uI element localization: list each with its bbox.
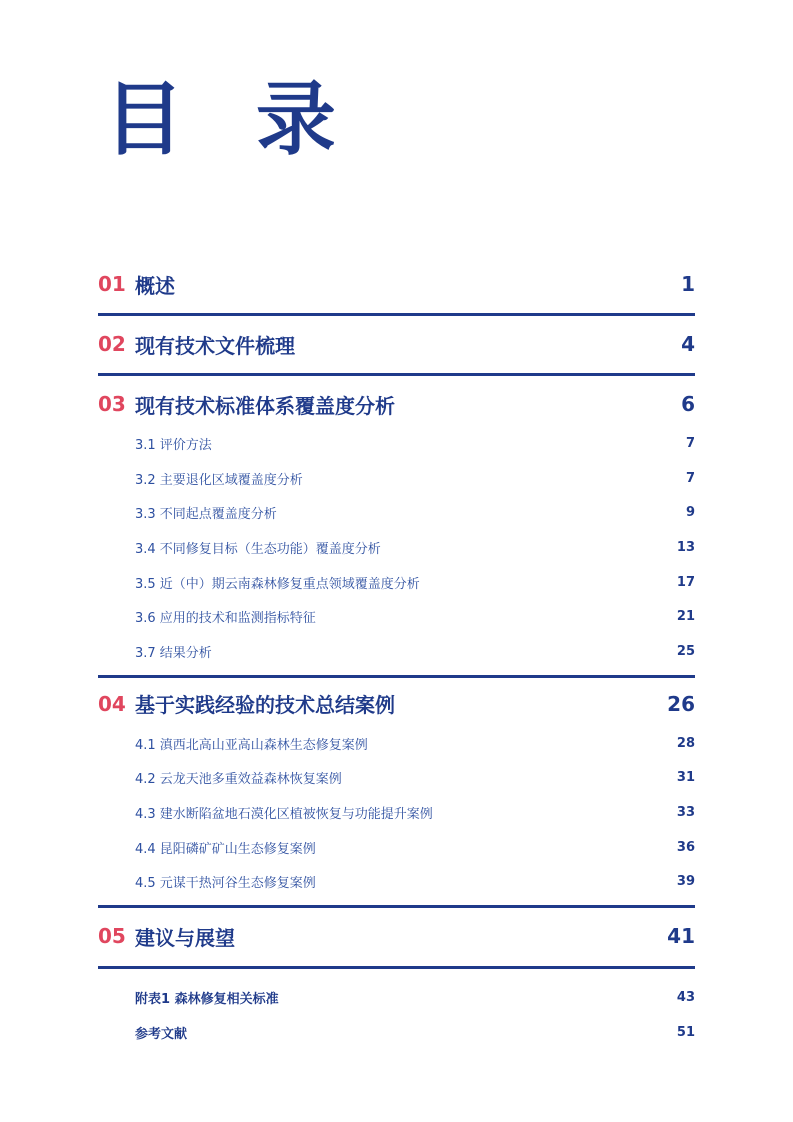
subsection-list bbox=[98, 426, 695, 669]
toc-subsection[interactable] bbox=[98, 634, 695, 669]
subsection-label: 3.5 近（中）期云南森林修复重点领域覆盖度分析 bbox=[135, 576, 420, 592]
appendix-label: 附表1 森林修复相关标准 bbox=[135, 992, 279, 1007]
toc-appendix bbox=[98, 969, 695, 1049]
section-title: 概述 bbox=[135, 273, 175, 298]
subsection-label: 4.3 建水断陷盆地石漠化区植被恢复与功能提升案例 bbox=[135, 807, 433, 823]
subsection-page-number: 39 bbox=[676, 874, 695, 890]
subsection-page-number: 36 bbox=[676, 839, 695, 855]
toc-section-header[interactable] bbox=[98, 382, 695, 426]
appendix-page-number: 51 bbox=[676, 1024, 695, 1040]
toc-appendix-item[interactable] bbox=[98, 1015, 695, 1050]
toc-subsection[interactable] bbox=[98, 726, 695, 761]
subsection-label: 3.6 应用的技术和监测指标特征 bbox=[135, 611, 316, 627]
section-page-number: 6 bbox=[681, 392, 695, 416]
section-title: 现有技术文件梳理 bbox=[135, 333, 295, 358]
subsection-label: 3.7 结果分析 bbox=[135, 645, 212, 661]
toc-section-02 bbox=[98, 316, 695, 376]
appendix-label: 参考文献 bbox=[135, 1026, 188, 1042]
toc-subsection[interactable] bbox=[98, 530, 695, 565]
subsection-page-number: 13 bbox=[676, 539, 695, 555]
section-divider bbox=[98, 966, 695, 969]
subsection-label: 4.5 元谋干热河谷生态修复案例 bbox=[135, 876, 316, 892]
subsection-label: 3.3 不同起点覆盖度分析 bbox=[135, 507, 277, 523]
subsection-label: 3.4 不同修复目标（生态功能）覆盖度分析 bbox=[135, 541, 381, 557]
table-of-contents bbox=[98, 262, 695, 1049]
toc-section-header[interactable] bbox=[98, 682, 695, 726]
section-number: 05 bbox=[98, 924, 126, 949]
toc-section-01 bbox=[98, 262, 695, 316]
toc-subsection[interactable] bbox=[98, 761, 695, 796]
section-page-number: 26 bbox=[667, 691, 695, 716]
section-title: 基于实践经验的技术总结案例 bbox=[135, 693, 395, 718]
subsection-page-number: 31 bbox=[676, 770, 695, 786]
toc-subsection[interactable] bbox=[98, 830, 695, 865]
subsection-label: 4.1 滇西北高山亚高山森林生态修复案例 bbox=[135, 737, 368, 753]
subsection-label: 3.2 主要退化区域覆盖度分析 bbox=[135, 472, 303, 488]
subsection-page-number: 33 bbox=[676, 805, 695, 821]
subsection-page-number: 9 bbox=[685, 505, 695, 521]
toc-subsection[interactable] bbox=[98, 599, 695, 634]
toc-subsection[interactable] bbox=[98, 865, 695, 900]
section-page-number: 1 bbox=[681, 272, 695, 296]
section-number: 01 bbox=[98, 272, 126, 296]
subsection-page-number: 25 bbox=[676, 643, 695, 659]
section-page-number: 41 bbox=[667, 924, 695, 949]
toc-subsection[interactable] bbox=[98, 461, 695, 496]
toc-appendix-item[interactable] bbox=[98, 980, 695, 1015]
section-number: 04 bbox=[98, 691, 126, 716]
appendix-page-number: 43 bbox=[676, 990, 695, 1005]
toc-subsection[interactable] bbox=[98, 495, 695, 530]
subsection-list bbox=[98, 726, 695, 899]
section-number: 03 bbox=[98, 392, 126, 416]
section-title: 建议与展望 bbox=[135, 925, 235, 950]
toc-section-03 bbox=[98, 376, 695, 678]
subsection-label: 4.2 云龙天池多重效益森林恢复案例 bbox=[135, 772, 342, 788]
toc-section-05 bbox=[98, 908, 695, 969]
toc-subsection[interactable] bbox=[98, 426, 695, 461]
subsection-page-number: 17 bbox=[676, 574, 695, 590]
section-title: 现有技术标准体系覆盖度分析 bbox=[135, 393, 395, 418]
section-number: 02 bbox=[98, 332, 126, 356]
subsection-page-number: 28 bbox=[676, 735, 695, 751]
toc-section-header[interactable] bbox=[98, 262, 695, 306]
subsection-page-number: 7 bbox=[685, 435, 695, 451]
subsection-page-number: 21 bbox=[676, 609, 695, 625]
subsection-label: 4.4 昆阳磷矿矿山生态修复案例 bbox=[135, 841, 316, 857]
toc-section-04 bbox=[98, 678, 695, 908]
section-page-number: 4 bbox=[681, 332, 695, 356]
toc-subsection[interactable] bbox=[98, 565, 695, 600]
toc-section-header[interactable] bbox=[98, 914, 695, 958]
subsection-label: 3.1 评价方法 bbox=[135, 437, 212, 453]
toc-subsection[interactable] bbox=[98, 795, 695, 830]
page-title: 目 录 bbox=[104, 73, 358, 166]
subsection-page-number: 7 bbox=[685, 470, 695, 486]
toc-section-header[interactable] bbox=[98, 322, 695, 366]
